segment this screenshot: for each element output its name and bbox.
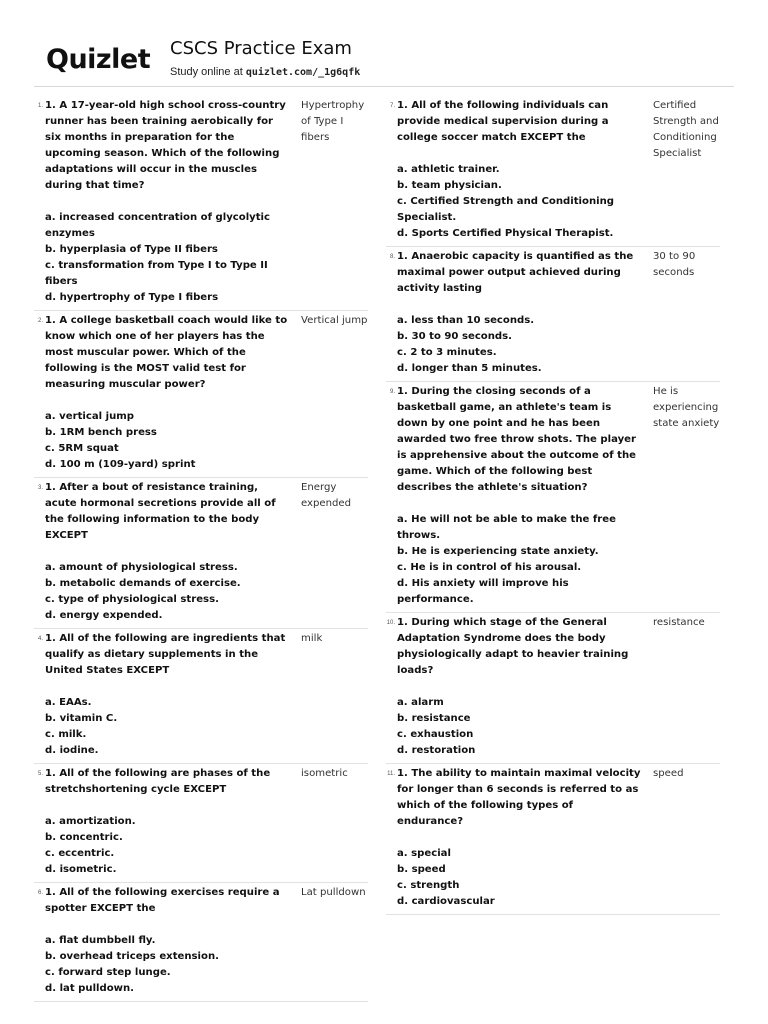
card-term [397,98,641,242]
option-d: d. His anxiety will improve his performance. [397,578,569,605]
card-number: 4. [37,636,43,642]
card-definition: resistance [653,617,705,628]
card-definition: milk [301,633,323,644]
card-term [45,766,289,878]
quizlet-logo[interactable]: Quizlet [46,44,151,75]
card-number: 11. [387,771,395,777]
card-number: 6. [37,890,43,896]
option-d: d. restoration [397,745,476,756]
flashcard [386,613,720,764]
card-term [397,384,641,608]
study-url-link[interactable]: quizlet.com/_1g6qfk [245,67,361,78]
flashcard [34,478,368,629]
question-text: 1. All of the following exercises require a spotter EXCEPT the [45,887,280,914]
options-list [45,933,289,997]
card-number: 7. [389,103,395,109]
question-text: 1. A 17-year-old high school cross-country runner has been training aerobically for six months in preparation for the upcoming season. Which of the following adaptations will occur in the muscles during that time? [45,100,286,191]
left-column [34,96,368,1002]
option-d: d. iodine. [45,745,99,756]
card-term [397,615,641,759]
card-definition: Hypertrophy of Type I fibers [301,100,365,143]
card-number: 1. [37,103,43,109]
card-definition: 30 to 90 seconds [653,251,696,278]
option-c: c. He is in control of his arousal. [397,562,582,573]
option-c: c. 5RM squat [45,443,119,454]
option-d: d. longer than 5 minutes. [397,363,542,374]
option-b: b. He is experiencing state anxiety. [397,546,599,557]
option-d: d. energy expended. [45,610,163,621]
option-b: b. resistance [397,713,471,724]
option-b: b. hyperplasia of Type II fibers [45,244,218,255]
flashcard [34,311,368,478]
option-d: d. Sports Certified Physical Therapist. [397,228,614,239]
option-d: d. hypertrophy of Type I fibers [45,292,219,303]
options-list [397,695,641,759]
option-c: c. Certified Strength and Conditioning Specialist. [397,196,614,223]
options-list [397,512,641,608]
card-term [397,249,641,377]
option-b: b. speed [397,864,446,875]
question-text: 1. All of the following individuals can provide medical supervision during a college soccer match EXCEPT the [397,100,609,143]
option-b: b. concentric. [45,832,123,843]
option-c: c. milk. [45,729,87,740]
option-b: b. 30 to 90 seconds. [397,331,512,342]
card-term [45,631,289,759]
option-a: a. vertical jump [45,411,135,422]
card-definition: Certified Strength and Conditioning Specialist [653,100,719,159]
card-term [45,313,289,473]
card-definition: He is experiencing state anxiety [653,386,720,429]
card-number: 8. [389,254,395,260]
header-divider [34,86,734,87]
options-list [45,560,289,624]
option-a: a. He will not be able to make the free throws. [397,514,616,541]
option-b: b. metabolic demands of exercise. [45,578,241,589]
option-c: c. type of physiological stress. [45,594,219,605]
question-text: 1. During which stage of the General Adaptation Syndrome does the body physiologically adapt to heavier training loads? [397,617,629,676]
card-term [45,98,289,306]
card-term [397,766,641,910]
option-a: a. alarm [397,697,444,708]
question-text: 1. All of the following are phases of the stretchshortening cycle EXCEPT [45,768,271,795]
option-c: c. 2 to 3 minutes. [397,347,497,358]
option-b: b. vitamin C. [45,713,118,724]
options-list [45,814,289,878]
card-term [45,885,289,997]
option-d: d. cardiovascular [397,896,495,907]
options-list [45,210,289,306]
card-number: 3. [37,485,43,491]
page-header [46,36,736,86]
flashcard [34,96,368,311]
options-list [45,409,289,473]
flashcard [386,382,720,613]
flashcard [34,883,368,1002]
option-a: a. amount of physiological stress. [45,562,238,573]
flashcard [386,96,720,247]
card-number: 5. [37,771,43,777]
options-list [397,313,641,377]
flashcard [34,764,368,883]
flashcard [34,629,368,764]
options-list [45,695,289,759]
option-c: c. strength [397,880,460,891]
card-term [45,480,289,624]
option-a: a. EAAs. [45,697,92,708]
card-number: 9. [389,389,395,395]
option-a: a. amortization. [45,816,136,827]
question-text: 1. Anaerobic capacity is quantified as the maximal power output achieved during activity lasting [397,251,634,294]
options-list [397,162,641,242]
option-c: c. transformation from Type I to Type II fibers [45,260,268,287]
options-list [397,846,641,910]
option-d: d. lat pulldown. [45,983,135,994]
option-b: b. 1RM bench press [45,427,157,438]
card-definition: Energy expended [301,482,352,509]
question-text: 1. All of the following are ingredients that qualify as dietary supplements in the United States EXCEPT [45,633,286,676]
subtitle-prefix: Study online at [170,66,246,78]
option-b: b. overhead triceps extension. [45,951,219,962]
right-column [386,96,720,915]
option-c: c. eccentric. [45,848,115,859]
option-a: a. special [397,848,451,859]
option-c: c. exhaustion [397,729,474,740]
option-a: a. flat dumbbell fly. [45,935,156,946]
option-a: a. increased concentration of glycolytic enzymes [45,212,270,239]
option-b: b. team physician. [397,180,502,191]
study-online-text [170,66,360,78]
card-definition: isometric [301,768,348,779]
option-a: a. athletic trainer. [397,164,500,175]
option-a: a. less than 10 seconds. [397,315,535,326]
card-definition: speed [653,768,684,779]
flashcard [386,764,720,915]
card-number: 2. [37,318,43,324]
question-text: 1. A college basketball coach would like to know which one of her players has the most muscular power. Which of the following is the MOST valid test for measuring muscular power? [45,315,288,390]
card-definition: Lat pulldown [301,887,366,898]
flashcard [386,247,720,382]
card-number: 10. [386,620,395,626]
option-d: d. 100 m (109-yard) sprint [45,459,196,470]
option-d: d. isometric. [45,864,117,875]
card-definition: Vertical jump [301,315,368,326]
question-text: 1. The ability to maintain maximal velocity for longer than 6 seconds is referred to as which of the following types of endurance? [397,768,641,827]
question-text: 1. During the closing seconds of a basketball game, an athlete's team is down by one point and he has been awarded two free throw shots. The player is apprehensive about the outcome of the game. Which of the following best describes the athlete's situation? [397,386,637,493]
page-title: CSCS Practice Exam [170,38,352,59]
question-text: 1. After a bout of resistance training, acute hormonal secretions provide all of the following information to the body EXCEPT [45,482,276,541]
option-c: c. forward step lunge. [45,967,171,978]
